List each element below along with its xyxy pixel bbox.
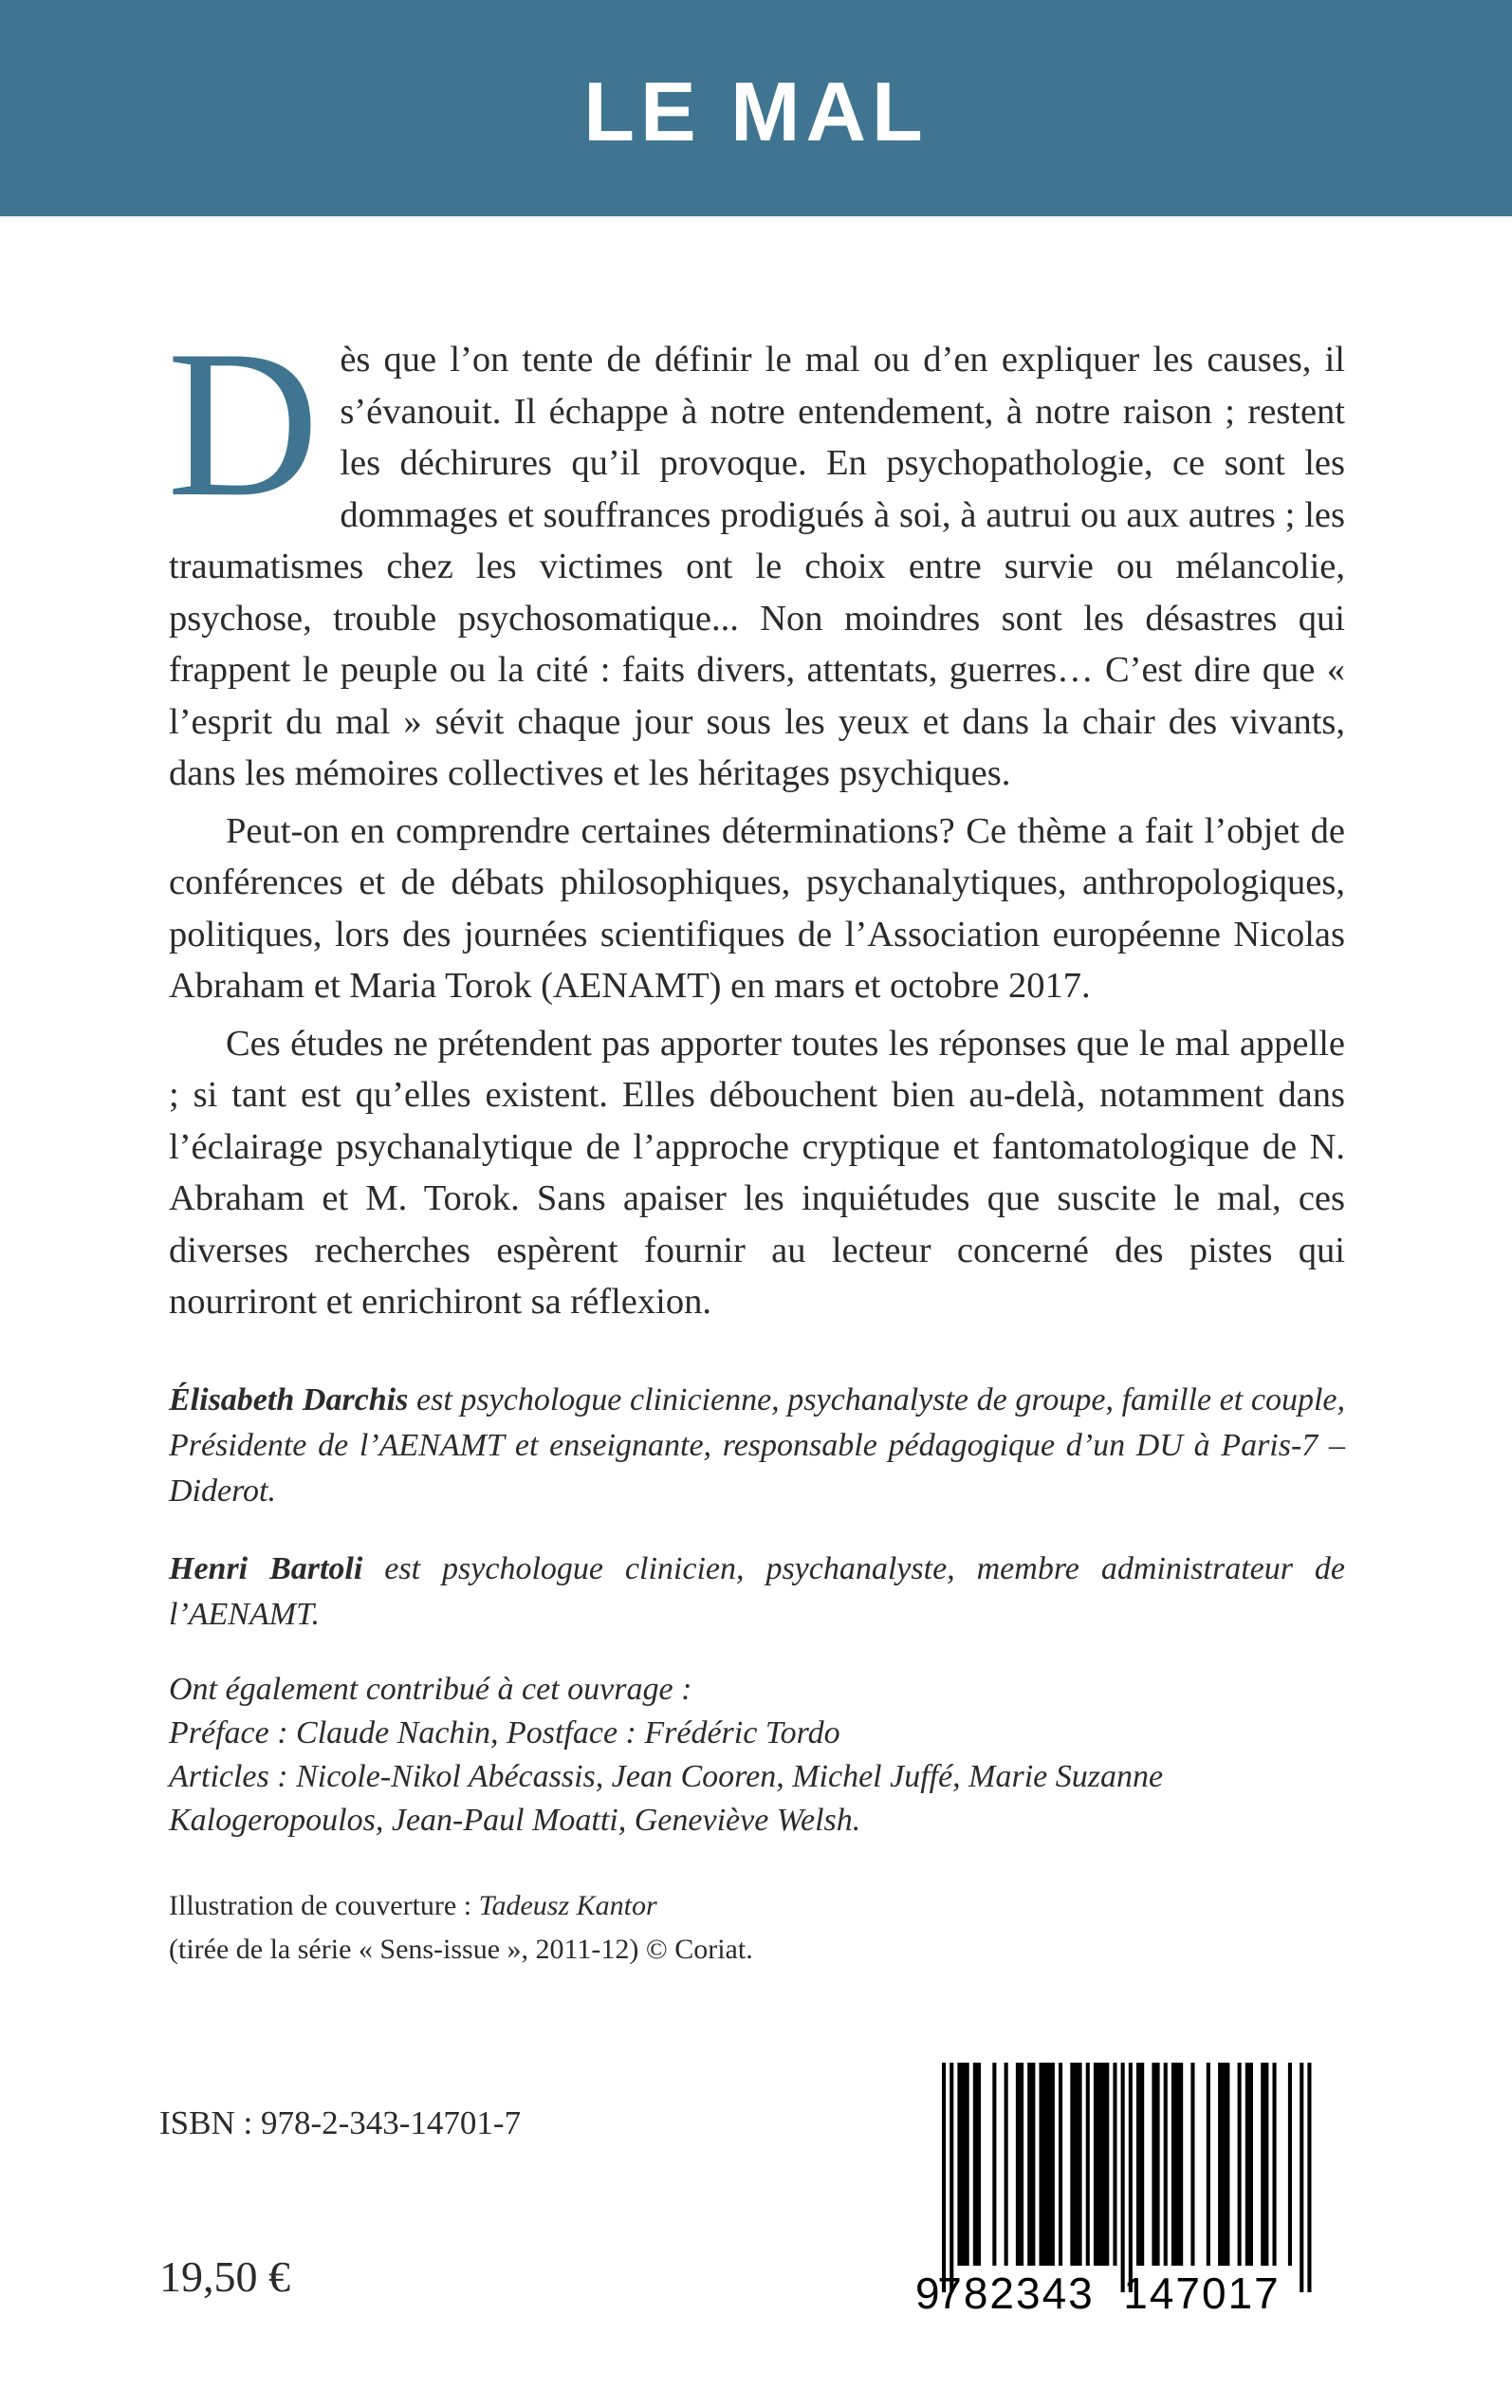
barcode-guard-bar xyxy=(1121,2063,1125,2292)
barcode-guard-bar xyxy=(1300,2063,1303,2292)
illustration-label: Illustration de couverture : xyxy=(169,1890,479,1921)
back-cover-blurb xyxy=(167,307,1345,1328)
book-title: LE MAL xyxy=(583,65,929,158)
illustration-artist: Tadeusz Kantor xyxy=(478,1890,657,1921)
barcode-bar xyxy=(1218,2063,1229,2266)
author-name-1: Élisabeth Darchis xyxy=(169,1382,409,1417)
barcode-guard-bar xyxy=(942,2063,946,2292)
isbn-label: ISBN : 978-2-343-14701-7 xyxy=(159,2104,522,2141)
barcode-bar xyxy=(1207,2063,1210,2266)
barcode-bar xyxy=(1027,2063,1035,2266)
barcode-bar xyxy=(1238,2063,1242,2266)
barcode-bar xyxy=(1245,2063,1253,2266)
barcode-bar xyxy=(1059,2063,1062,2266)
barcode-bar xyxy=(1070,2063,1081,2266)
author-name-2: Henri Bartoli xyxy=(169,1551,363,1586)
barcode-bar xyxy=(1288,2063,1292,2266)
author-bio-1 xyxy=(169,1378,1345,1514)
illustration-source: (tirée de la série « Sens-issue », 2011-12) © Coriat. xyxy=(169,1934,753,1965)
contributors-preface: Préface : Claude Nachin, Postface : Frédéric Tordo xyxy=(169,1715,840,1750)
ean13-barcode xyxy=(896,2059,1337,2313)
barcode-bar xyxy=(957,2063,968,2266)
price-label: 19,50 € xyxy=(159,2252,290,2301)
barcode-bar xyxy=(1164,2063,1168,2266)
barcode-bar xyxy=(1094,2063,1109,2266)
barcode-bar xyxy=(1040,2063,1055,2266)
barcode-bar xyxy=(1273,2063,1277,2266)
contributors-articles: Articles : Nicole-Nikol Abécassis, Jean Cooren, Michel Juffé, Marie Suzanne Kalogeropoulos, Jean-Paul Moatti, Geneviève Welsh. xyxy=(169,1759,1164,1838)
barcode-bar xyxy=(1152,2063,1159,2266)
barcode-bar xyxy=(1005,2063,1008,2266)
author-bio-2-text: est psychologue clinicien, psychanalyste, membre administrateur de l’AENAMT. xyxy=(169,1551,1346,1632)
blurb-paragraph-3: Ces études ne prétendent pas apporter toutes les réponses que le mal appelle ; si tant est qu’elles existent. Elles débouchent bien au-delà, notamment dans l’éclairage psychanalytique de l’approche cryptique et fantomatologique de N. Abraham et M. Torok. Sans apaiser les inquiétudes que suscite le mal, ces diverses recherches espèrent fournir au lecteur concerné des pistes qui nourriront et enrichiront sa réflexion. xyxy=(169,1023,1345,1322)
barcode-guard-bar xyxy=(950,2063,953,2292)
barcode-right-digits: 147017 xyxy=(1123,2269,1281,2313)
barcode-bar xyxy=(992,2063,996,2266)
barcode-bar xyxy=(1113,2063,1116,2266)
barcode-guard-bar xyxy=(1129,2063,1133,2292)
author-bio-1-text: est psychologue clinicienne, psychanalyste de groupe, famille et couple, Présidente de l’AENAMT et enseignante, responsable pédagogique d’un DU à Paris-7 – Diderot. xyxy=(169,1382,1345,1509)
drop-cap: D xyxy=(167,307,320,541)
barcode-bars xyxy=(942,2063,1312,2292)
barcode-bar xyxy=(1190,2063,1194,2266)
barcode-first-digit: 9 xyxy=(915,2269,940,2313)
barcode-bar xyxy=(973,2063,981,2266)
blurb-paragraph-1 xyxy=(167,307,1345,800)
contributors-intro: Ont également contribué à cet ouvrage : xyxy=(169,1672,692,1707)
barcode-bar xyxy=(1171,2063,1183,2266)
barcode-bar xyxy=(1016,2063,1023,2266)
barcode-left-digits: 782343 xyxy=(937,2269,1095,2313)
barcode-bar xyxy=(1136,2063,1144,2266)
header-band xyxy=(0,0,1512,216)
contributors-block xyxy=(169,1668,1345,1843)
barcode-guard-bar xyxy=(1307,2063,1311,2292)
barcode-bar xyxy=(1261,2063,1268,2266)
blurb-paragraph-2: Peut-on en comprendre certaines déterminations? Ce thème a fait l’objet de conférences et de débats philosophiques, psychanalytiques, anthropologiques, politiques, lors des journées scientifiques de l’Association européenne Nicolas Abraham et Maria Torok (AENAMT) en mars et octobre 2017. xyxy=(169,810,1345,1006)
blurb-paragraph-1-text: ès que l’on tente de définir le mal ou d’en expliquer les causes, il s’évanouit. Il échappe à notre entendement, à notre raison ; restent les déchirures qu’il provoque. En psychopathologie, ce sont les dommages et souffrances prodigués à soi, à autrui ou aux autres ; les traumatismes chez les victimes ont le choix entre survie ou mélancolie, psychose, trouble psychosomatique... Non moindres sont les désastres qui frappent le peuple ou la cité : faits divers, attentats, guerres… C’est dire que « l’esprit du mal » sévit chaque jour sous les yeux et dans la chair des vivants, dans les mémoires collectives et les héritages psychiques. xyxy=(169,340,1345,793)
author-bio-2 xyxy=(169,1547,1345,1638)
illustration-credit xyxy=(169,1884,1023,1972)
barcode-bar xyxy=(1086,2063,1090,2266)
